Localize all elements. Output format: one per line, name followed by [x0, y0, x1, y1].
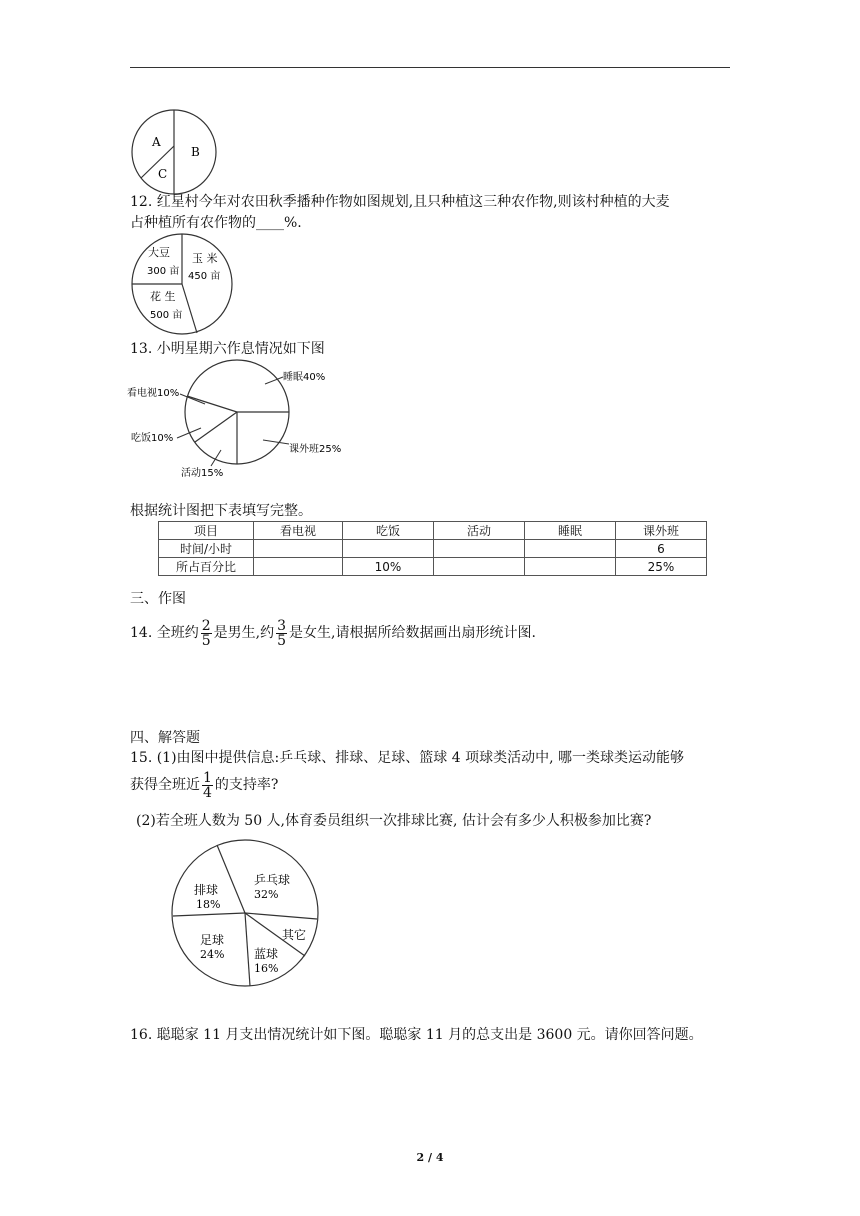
label-activity: 活动15% [181, 468, 224, 479]
label-eat: 吃饭10% [131, 433, 174, 444]
q15-line1: 15. (1)由图中提供信息:乒乓球、排球、足球、篮球 4 项球类活动中, 哪一类球类运动能够 [130, 750, 684, 766]
label-dadou: 大豆 [148, 246, 170, 259]
schedule-pie-chart [125, 358, 365, 483]
q15-text-post: 的支持率? [214, 777, 279, 793]
table-cell [343, 540, 434, 558]
label-paiqiu: 排球 [194, 883, 219, 897]
leader-tv [180, 394, 205, 404]
section3-title: 三、作图 [130, 591, 186, 607]
label-a: A [152, 135, 161, 149]
table-cell [254, 558, 343, 576]
label-paiqiu-pct: 18% [196, 898, 221, 911]
table-header-row [159, 522, 707, 540]
label-pingpong-pct: 32% [254, 888, 279, 901]
q16-line: 16. 聪聪家 11 月支出情况统计如下图。聪聪家 11 月的总支出是 3600 元。请你回答问题。 [130, 1027, 703, 1043]
sports-line-qita-pingpong [245, 913, 317, 919]
table-header-cell: 吃饭 [343, 522, 434, 540]
q12-line1: 12. 红星村今年对农田秋季播种作物如图规划,且只种植这三种农作物,则该村种植的大麦 [130, 194, 670, 210]
table-cell: 10% [343, 558, 434, 576]
leader-eat [177, 428, 201, 438]
table-cell [525, 540, 616, 558]
label-yumi-value: 450 亩 [188, 271, 221, 282]
table-cell [434, 540, 525, 558]
sports-pie-chart [168, 836, 324, 992]
label-zuqiu-pct: 24% [200, 948, 225, 961]
label-lanqiu-pct: 16% [254, 962, 279, 975]
fraction-three-fifths [276, 619, 287, 648]
q12-line2: 占种植所有农作物的____%. [130, 215, 302, 231]
q14-line [130, 618, 536, 648]
fraction-two-fifths [201, 619, 212, 648]
crop-pie-chart [130, 232, 234, 336]
label-huasheng-value: 500 亩 [150, 310, 183, 321]
table-cell [434, 558, 525, 576]
q14-text-post: 是女生,请根据所给数据画出扇形统计图. [289, 625, 536, 641]
sports-line-zuqiu-lanqiu [245, 913, 250, 986]
table-header-cell: 活动 [434, 522, 525, 540]
leader-class [263, 440, 289, 444]
crop-line-bottom [182, 284, 197, 333]
fraction-numerator: 1 [203, 769, 212, 786]
fraction-numerator: 2 [201, 617, 211, 634]
q15-text-pre: 获得全班近 [130, 777, 200, 793]
table-cell [525, 558, 616, 576]
table-cell: 时间/小时 [159, 540, 254, 558]
fraction-one-quarter [202, 771, 213, 800]
q15-line3: (2)若全班人数为 50 人,体育委员组织一次排球比赛, 估计会有多少人积极参加比赛? [136, 813, 652, 829]
schedule-line-eat [195, 412, 237, 442]
label-qita: 其它 [282, 928, 307, 942]
header-rule [130, 67, 730, 68]
table-row [159, 540, 707, 558]
fraction-numerator: 3 [277, 617, 287, 634]
fraction-denominator: 5 [277, 632, 287, 649]
table-cell: 25% [616, 558, 707, 576]
table-header-cell: 课外班 [616, 522, 707, 540]
q14-text-mid: 是男生,约 [213, 625, 275, 641]
schedule-line-tv [187, 396, 237, 412]
q14-text-pre: 14. 全班约 [130, 625, 199, 641]
label-zuqiu: 足球 [200, 933, 225, 947]
label-b: B [191, 145, 200, 159]
page-number: 2 / 4 [416, 1151, 444, 1164]
table-header-cell: 看电视 [254, 522, 343, 540]
table-header-cell: 项目 [159, 522, 254, 540]
sports-line-paiqiu-zuqiu [173, 913, 245, 916]
section4-title: 四、解答题 [130, 730, 200, 746]
fraction-denominator: 4 [203, 784, 212, 801]
label-sleep: 睡眠40% [283, 372, 326, 383]
q13-instruction: 根据统计图把下表填写完整。 [130, 503, 312, 519]
label-huasheng: 花 生 [150, 290, 176, 303]
label-dadou-value: 300 亩 [147, 266, 180, 277]
table-row [159, 558, 707, 576]
label-tv: 看电视10% [127, 388, 180, 399]
table-cell: 所占百分比 [159, 558, 254, 576]
schedule-table [158, 521, 707, 576]
label-pingpong: 乒乓球 [254, 873, 291, 887]
table-header-cell: 睡眠 [525, 522, 616, 540]
table-cell [254, 540, 343, 558]
sports-line-pingpong-paiqiu [217, 845, 245, 913]
table-cell: 6 [616, 540, 707, 558]
label-c: C [158, 167, 168, 181]
abc-circle-figure [128, 106, 220, 198]
label-lanqiu: 蓝球 [254, 947, 279, 961]
q13-title: 13. 小明星期六作息情况如下图 [130, 341, 325, 357]
q15-line2 [130, 770, 278, 800]
label-yumi: 玉 米 [192, 252, 218, 265]
fraction-denominator: 5 [201, 632, 211, 649]
label-class: 课外班25% [289, 444, 342, 455]
